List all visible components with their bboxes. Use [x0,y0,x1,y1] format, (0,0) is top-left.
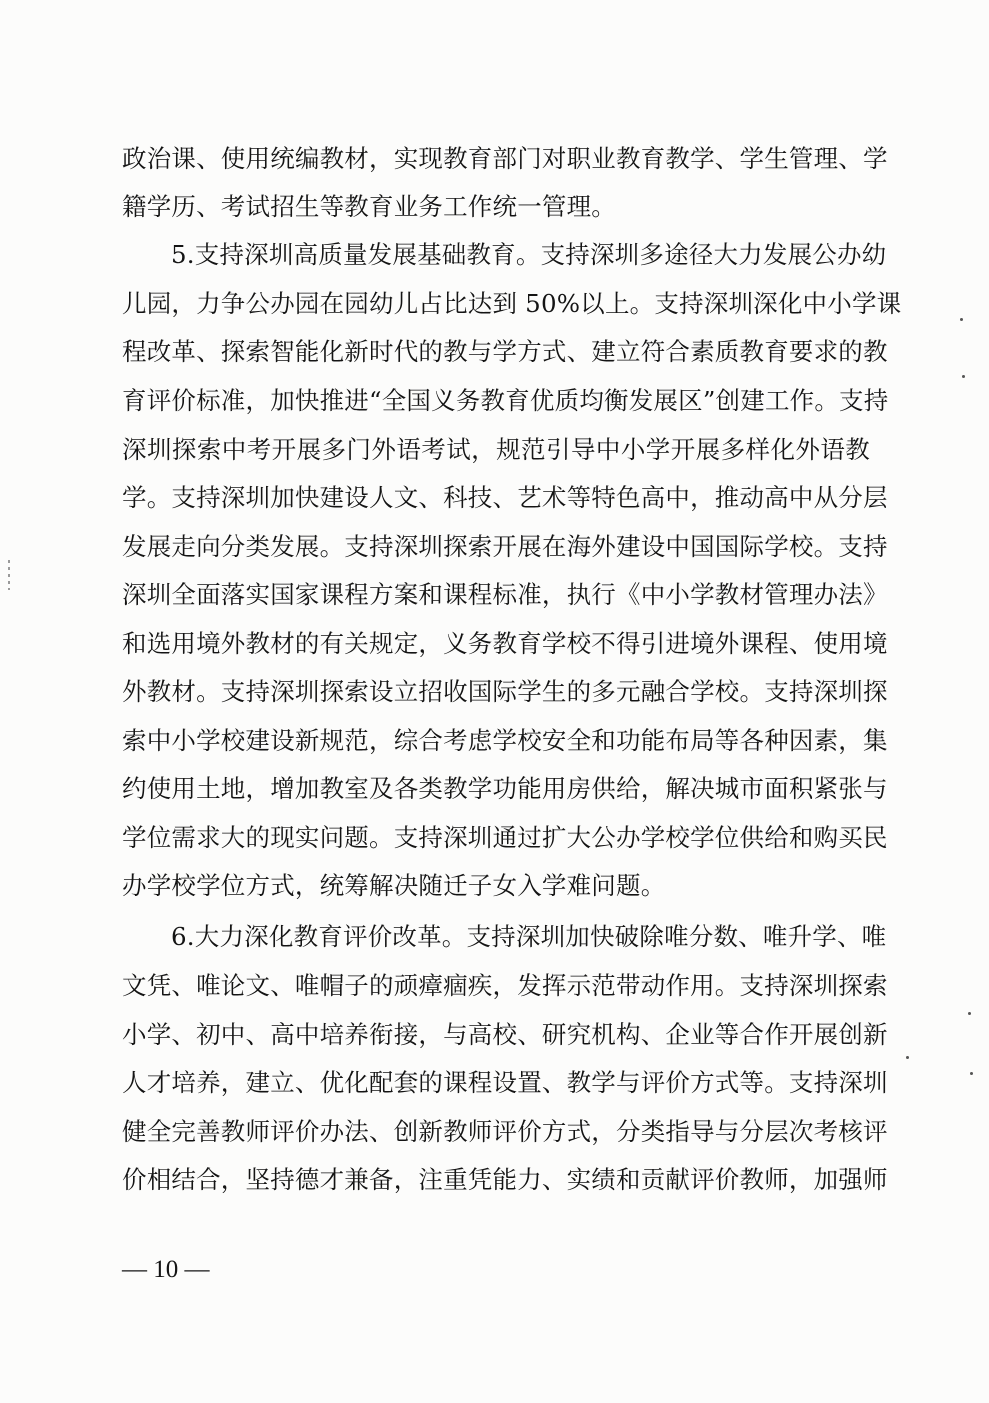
text-line: 程改革、探索智能化新时代的教与学方式、建立符合素质教育要求的教 [122,337,888,366]
text-line: 儿园，力争公办园在园幼儿占比达到 50%以上。支持深圳深化中小学课 [122,289,902,318]
text-line: 外教材。支持深圳探索设立招收国际学生的多元融合学校。支持深圳探 [122,677,888,706]
paragraph-5-first-line: 5.支持深圳高质量发展基础教育。支持深圳多途径大力发展公办幼 [171,240,887,269]
page-number: — 10 — [122,1256,210,1283]
text-line: 学。支持深圳加快建设人文、科技、艺术等特色高中，推动高中从分层 [122,483,888,512]
text-line: 发展走向分类发展。支持深圳探索开展在海外建设中国国际学校。支持 [122,532,888,561]
text-line: 深圳全面落实国家课程方案和课程标准，执行《中小学教材管理办法》 [122,580,888,609]
scan-speck [960,318,963,321]
scan-speck [970,1072,973,1075]
text-line: 籍学历、考试招生等教育业务工作统一管理。 [122,192,616,221]
paragraph-6-first-line: 6.大力深化教育评价改革。支持深圳加快破除唯分数、唯升学、唯 [171,922,887,951]
text-line: 文凭、唯论文、唯帽子的顽瘴痼疾，发挥示范带动作用。支持深圳探索 [122,971,888,1000]
text-line: 和选用境外教材的有关规定，义务教育学校不得引进境外课程、使用境 [122,629,888,658]
text-line: 人才培养，建立、优化配套的课程设置、教学与评价方式等。支持深圳 [122,1068,888,1097]
scan-speck [962,375,965,378]
text-line: 约使用土地，增加教室及各类教学功能用房供给，解决城市面积紧张与 [122,774,888,803]
scan-speck [968,1012,971,1015]
text-line: 育评价标准，加快推进“全国义务教育优质均衡发展区”创建工作。支持 [122,386,889,415]
scan-edge-mark [8,560,10,590]
text-line: 深圳探索中考开展多门外语考试，规范引导中小学开展多样化外语教 [122,435,870,464]
text-line: 办学校学位方式，统筹解决随迁子女入学难问题。 [122,871,666,900]
text-line: 健全完善教师评价办法、创新教师评价方式，分类指导与分层次考核评 [122,1117,888,1146]
text-line: 学位需求大的现实问题。支持深圳通过扩大公办学校学位供给和购买民 [122,823,888,852]
text-line: 索中小学校建设新规范，综合考虑学校安全和功能布局等各种因素，集 [122,726,888,755]
text-line: 小学、初中、高中培养衔接，与高校、研究机构、企业等合作开展创新 [122,1020,888,1049]
scan-speck [906,1056,909,1059]
text-line: 价相结合，坚持德才兼备，注重凭能力、实绩和贡献评价教师，加强师 [122,1165,888,1194]
text-line: 政治课、使用统编教材，实现教育部门对职业教育教学、学生管理、学 [122,144,888,173]
